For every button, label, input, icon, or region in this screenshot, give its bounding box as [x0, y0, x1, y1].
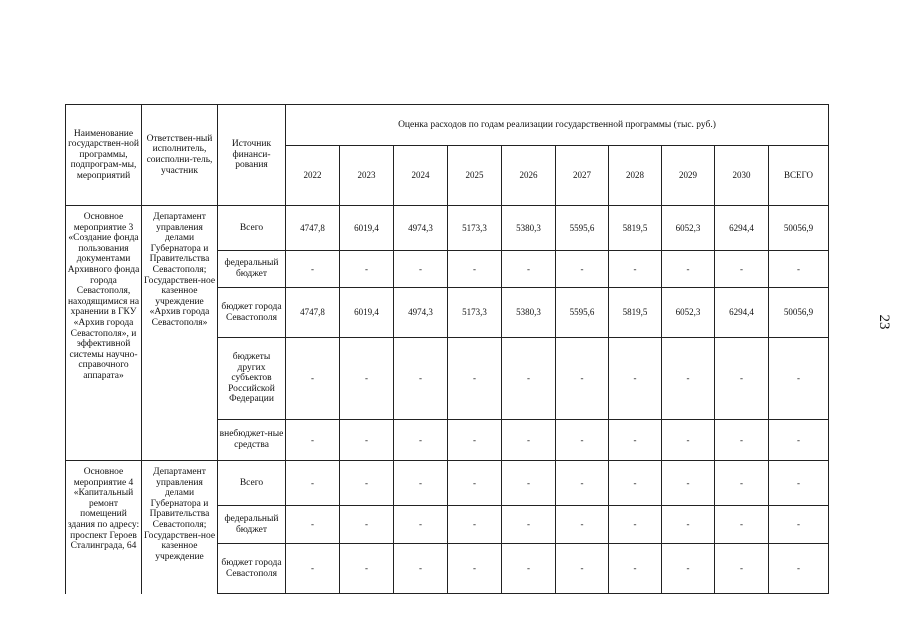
value-cell: 4974,3	[394, 288, 448, 338]
header-year-9: ВСЕГО	[769, 146, 829, 206]
header-year-5: 2027	[556, 146, 609, 206]
table-row	[66, 461, 829, 506]
value-cell: -	[286, 338, 340, 420]
value-cell: 4747,8	[286, 288, 340, 338]
table-row	[66, 206, 829, 251]
value-cell: 6019,4	[340, 288, 394, 338]
value-cell: -	[394, 251, 448, 288]
value-cell: 6294,4	[715, 206, 769, 251]
value-cell: -	[556, 506, 609, 544]
value-cell: -	[715, 461, 769, 506]
value-cell: -	[394, 506, 448, 544]
value-cell: 50056,9	[769, 288, 829, 338]
value-cell: -	[448, 461, 502, 506]
header-name-cell	[66, 105, 142, 206]
value-cell: -	[662, 461, 715, 506]
value-cell: 6019,4	[340, 206, 394, 251]
value-cell: -	[340, 544, 394, 594]
value-cell: -	[715, 544, 769, 594]
value-cell: -	[609, 506, 662, 544]
measure-name-cell: Основное мероприятие 3 «Создание фонда пользования документами Архивного фонда города Севастополя, находящимися на хранении в ГКУ «Архив города Севастополя», и эффективной системы научно-справочного аппарата»	[66, 206, 142, 461]
value-cell: -	[502, 338, 556, 420]
header-expenses-label: Оценка расходов по годам реализации государственной программы (тыс. руб.)	[398, 119, 716, 130]
header-year-0: 2022	[286, 146, 340, 206]
value-cell: -	[769, 461, 829, 506]
executor-cell: Департамент управления делами Губернатора и Правительства Севастополя; Государствен-ное казенное учреждение	[142, 461, 218, 594]
value-cell: -	[609, 338, 662, 420]
header-executor-label: Ответствен-ный исполнитель, соисполни-тель, участник	[146, 133, 213, 176]
value-cell: -	[394, 544, 448, 594]
budget-table	[65, 104, 829, 594]
value-cell: -	[448, 544, 502, 594]
value-cell: -	[769, 420, 829, 461]
value-cell: -	[340, 251, 394, 288]
value-cell: -	[556, 251, 609, 288]
value-cell: 5819,5	[609, 206, 662, 251]
value-cell: -	[340, 338, 394, 420]
value-cell: -	[286, 420, 340, 461]
value-cell: -	[662, 420, 715, 461]
funding-source-cell: бюджеты других субъектов Российской Федерации	[218, 338, 286, 420]
value-cell: -	[340, 506, 394, 544]
measure-name-cell: Основное мероприятие 4 «Капитальный ремонт помещений здания по адресу: проспект Героев Сталинграда, 64	[66, 461, 142, 594]
header-year-4: 2026	[502, 146, 556, 206]
value-cell: -	[715, 420, 769, 461]
value-cell: -	[556, 461, 609, 506]
funding-source-cell: бюджет города Севастополя	[218, 544, 286, 594]
value-cell: 5819,5	[609, 288, 662, 338]
value-cell: 6052,3	[662, 288, 715, 338]
value-cell: 6294,4	[715, 288, 769, 338]
header-name-label: Наименование государствен-ной программы, подпрограм-мы, мероприятий	[68, 128, 139, 181]
header-year-3: 2025	[448, 146, 502, 206]
value-cell: 4747,8	[286, 206, 340, 251]
value-cell: -	[502, 461, 556, 506]
funding-source-cell: Всего	[218, 206, 286, 251]
funding-source-cell: бюджет города Севастополя	[218, 288, 286, 338]
value-cell: 5173,3	[448, 206, 502, 251]
value-cell: -	[769, 338, 829, 420]
value-cell: 50056,9	[769, 206, 829, 251]
value-cell: -	[286, 461, 340, 506]
page-number: 23	[876, 314, 892, 330]
value-cell: -	[609, 420, 662, 461]
value-cell: -	[556, 338, 609, 420]
value-cell: -	[609, 251, 662, 288]
value-cell: -	[662, 251, 715, 288]
funding-source-cell: Всего	[218, 461, 286, 506]
value-cell: -	[394, 338, 448, 420]
value-cell: -	[394, 420, 448, 461]
value-cell: -	[286, 251, 340, 288]
value-cell: -	[502, 506, 556, 544]
value-cell: 4974,3	[394, 206, 448, 251]
header-year-6: 2028	[609, 146, 662, 206]
value-cell: -	[502, 251, 556, 288]
value-cell: -	[448, 506, 502, 544]
value-cell: -	[609, 544, 662, 594]
header-year-1: 2023	[340, 146, 394, 206]
value-cell: -	[448, 420, 502, 461]
value-cell: -	[394, 461, 448, 506]
executor-cell: Департамент управления делами Губернатора и Правительства Севастополя; Государствен-ное казенное учреждение «Архив города Севастополя»	[142, 206, 218, 461]
value-cell: -	[340, 420, 394, 461]
value-cell: 6052,3	[662, 206, 715, 251]
value-cell: 5595,6	[556, 206, 609, 251]
value-cell: 5595,6	[556, 288, 609, 338]
value-cell: -	[286, 544, 340, 594]
value-cell: -	[715, 338, 769, 420]
value-cell: 5380,3	[502, 206, 556, 251]
value-cell: -	[662, 338, 715, 420]
value-cell: -	[715, 251, 769, 288]
value-cell: -	[448, 251, 502, 288]
value-cell: -	[340, 461, 394, 506]
value-cell: -	[609, 461, 662, 506]
value-cell: -	[715, 506, 769, 544]
value-cell: -	[502, 420, 556, 461]
funding-source-cell: федеральный бюджет	[218, 251, 286, 288]
value-cell: -	[448, 338, 502, 420]
value-cell: -	[556, 544, 609, 594]
value-cell: 5380,3	[502, 288, 556, 338]
value-cell: -	[662, 506, 715, 544]
header-year-8: 2030	[715, 146, 769, 206]
value-cell: -	[769, 544, 829, 594]
header-source-label: Источник финанси-рования	[231, 139, 272, 171]
value-cell: -	[662, 544, 715, 594]
header-executor-cell	[142, 105, 218, 206]
value-cell: 5173,3	[448, 288, 502, 338]
value-cell: -	[556, 420, 609, 461]
header-year-2: 2024	[394, 146, 448, 206]
value-cell: -	[502, 544, 556, 594]
value-cell: -	[769, 251, 829, 288]
value-cell: -	[286, 506, 340, 544]
header-year-7: 2029	[662, 146, 715, 206]
value-cell: -	[769, 506, 829, 544]
header-expenses-cell	[286, 105, 829, 146]
funding-source-cell: федеральный бюджет	[218, 506, 286, 544]
header-source-cell	[218, 105, 286, 206]
funding-source-cell: внебюджет-ные средства	[218, 420, 286, 461]
